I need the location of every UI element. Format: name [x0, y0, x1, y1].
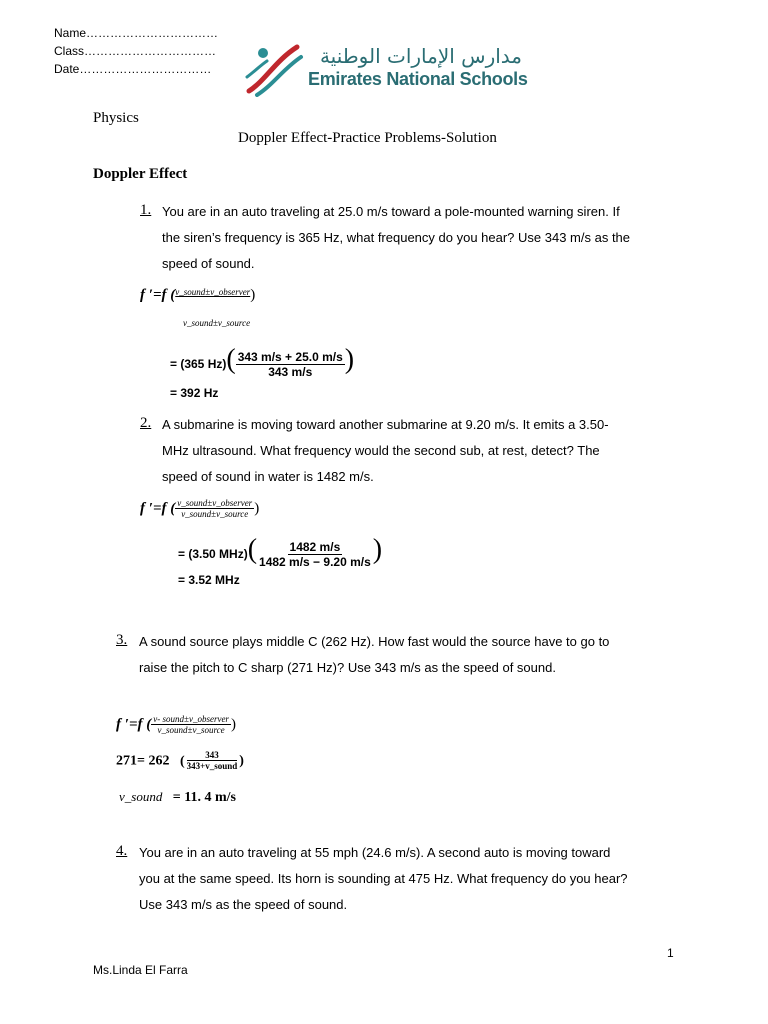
- problem-3-line-1: A sound source plays middle C (262 Hz). How fast would the source have to go to: [139, 634, 610, 649]
- result-lhs: v_sound: [119, 789, 163, 804]
- formula-numerator: v_sound±v_observer: [175, 287, 251, 297]
- problem-3-number: 3.: [116, 632, 128, 648]
- problem-1-line-1: You are in an auto traveling at 25.0 m/s toward a pole-mounted warning siren. If: [162, 204, 620, 219]
- section-heading: Doppler Effect: [93, 166, 188, 182]
- logo-english-text: Emirates National Schools: [308, 69, 528, 89]
- problem-1-number: 1.: [140, 202, 152, 218]
- calc-numerator: 1482 m/s: [289, 540, 341, 555]
- page-title: Doppler Effect-Practice Problems-Solution: [238, 130, 497, 146]
- formula-lhs: f ′=f (: [140, 500, 176, 517]
- logo-arabic-text: مدارس الإمارات الوطنية: [319, 44, 522, 68]
- problem-1-calculation: = (365 Hz)( $\frac{343 m/s + 25.0 m/s}{343 m/s}$ ): [170, 344, 355, 380]
- problem-2-line-3: speed of sound in water is 1482 m/s.: [162, 469, 374, 484]
- result-rhs: = 11. 4 m/s: [172, 790, 237, 805]
- problem-2-line-2: MHz ultrasound. What frequency would the second sub, at rest, detect? The: [162, 443, 600, 458]
- date-field: Date……………………………: [54, 62, 212, 76]
- problem-2-line-1: A submarine is moving toward another submarine at 9.20 m/s. It emits a 3.50-: [162, 417, 609, 432]
- problem-2-result: = 3.52 MHz: [178, 573, 240, 587]
- calc-numerator: 343 m/s + 25.0 m/s: [237, 350, 343, 365]
- calc-prefix: = (365 Hz): [170, 357, 227, 371]
- problem-1-formula-denominator: v_sound±v_source: [183, 318, 251, 328]
- problem-4-number: 4.: [116, 843, 128, 859]
- problem-4-line-1: You are in an auto traveling at 55 mph (24.6 m/s). A second auto is moving toward: [139, 845, 611, 860]
- name-field: Name……………………………: [54, 26, 219, 40]
- problem-1-result: = 392 Hz: [170, 386, 219, 400]
- formula-numerator: v- sound±v_observer: [153, 714, 229, 724]
- formula-denominator: v_sound±v_source: [181, 509, 249, 519]
- school-logo-icon: [245, 41, 305, 97]
- calc-numerator: 343: [187, 750, 237, 761]
- formula-denominator: v_sound±v_source: [157, 725, 225, 735]
- problem-2-calculation: = (3.50 MHz)( $\frac{1482 m/s}{1482 m/s - 9.20 m/s}$ ): [178, 534, 383, 570]
- subject-label: Physics: [93, 110, 139, 126]
- formula-lhs: f ′=f (: [140, 287, 176, 303]
- problem-3-line-2: raise the pitch to C sharp (271 Hz)? Use 343 m/s as the speed of sound.: [139, 660, 556, 675]
- problem-3-result: [119, 788, 236, 806]
- calc-denominator: 1482 m/s − 9.20 m/s: [259, 555, 371, 570]
- problem-4-line-3: Use 343 m/s as the speed of sound.: [139, 897, 348, 912]
- problem-3-calculation: 271= 262 ( $\frac{343}{\text{343+v\_sound}}$ ): [116, 750, 244, 771]
- formula-numerator: v_sound±v_observer: [177, 498, 253, 508]
- problem-1-line-2: the siren’s frequency is 365 Hz, what frequency do you hear? Use 343 m/s as the: [162, 230, 631, 245]
- author-footer: Ms.Linda El Farra: [93, 963, 188, 977]
- calc-denominator: 343 m/s: [268, 365, 313, 380]
- formula-lhs: f ′=f (: [116, 716, 152, 733]
- problem-4-line-2: you at the same speed. Its horn is sounding at 475 Hz. What frequency do you hear?: [139, 871, 628, 886]
- problem-1-formula: f ′=f ($^{v\_sound\pm v\_observer}$): [140, 287, 256, 303]
- calc-lhs: 271= 262: [116, 753, 170, 769]
- calc-denominator: 343+v_sound: [186, 761, 238, 771]
- calc-prefix: = (3.50 MHz): [178, 547, 248, 561]
- problem-1-line-3: speed of sound.: [162, 256, 255, 271]
- problem-3-formula: f ′=f ( $\frac{\text{v- sound±v\_observer}}{\text{v\_sound±v\_source}}$ ): [116, 714, 236, 735]
- class-field: Class……………………………: [54, 44, 217, 58]
- problem-2-formula: f ′=f ( $\frac{\text{v\_sound±v\_observer}}{\text{v\_sound±v\_source}}$ ): [140, 498, 260, 519]
- page-number: 1: [667, 946, 674, 960]
- problem-2-number: 2.: [140, 415, 152, 431]
